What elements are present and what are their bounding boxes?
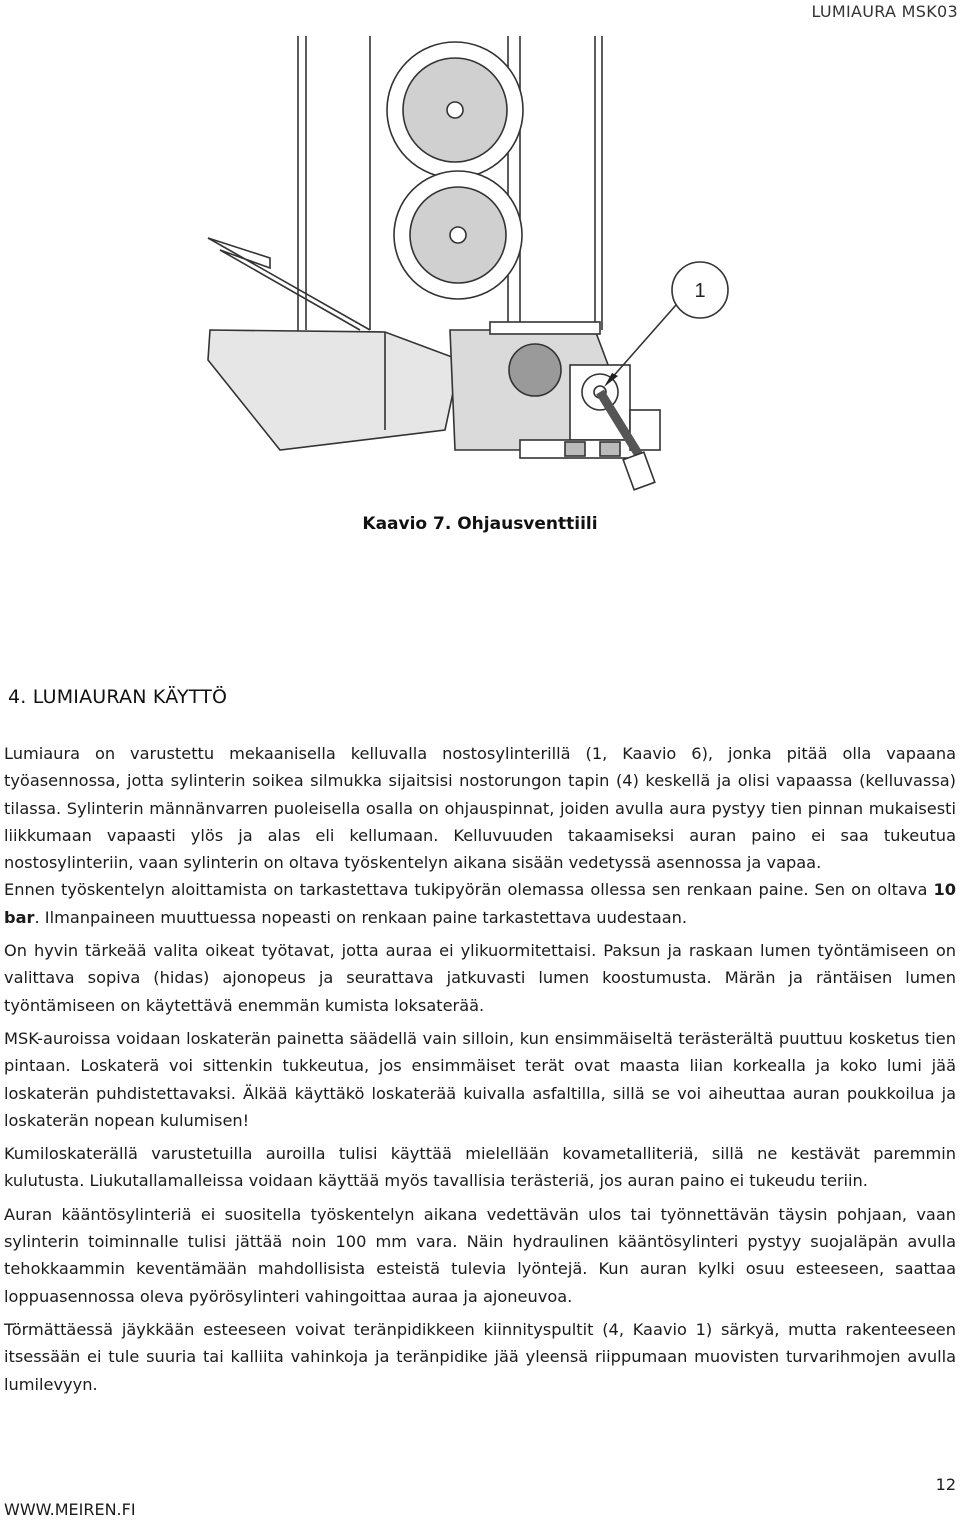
paragraph-slush-blade: MSK-auroissa voidaan loskaterän painetta säädellä vain silloin, kun ensimmäiseltä terästerältä puuttuu kosketus tien pintaan. Loskaterä voi sittenkin tukkeutua, jos ensimmäiset terät ovat maasta liian korkealla ja koko lumi jää loskaterän puhdistettavaksi. Älkää käyttäkö loskaterää kuivalla asfaltilla, sillä se voi aiheuttaa auran poukkoilua ja loskaterän nopean kulumisen!: [4, 1028, 956, 1130]
body-text: [4, 740, 956, 1404]
tire-pressure-text-end: . Ilmanpaineen muuttuessa nopeasti on renkaan paine tarkastettava uudestaan.: [34, 907, 688, 927]
website-link[interactable]: WWW.MEIREN.FI: [4, 1500, 136, 1519]
paragraph-tire-pressure: [4, 876, 956, 931]
control-valve-figure: [190, 30, 750, 500]
document-header: LUMIAURA MSK03: [811, 2, 958, 21]
callout-number: 1: [694, 280, 706, 302]
figure-caption: Kaavio 7. Ohjausventtiili: [362, 514, 598, 534]
section-heading: 4. LUMIAURAN KÄYTTÖ: [8, 686, 228, 708]
control-valve-drawing: [190, 30, 750, 500]
paragraph-float-cylinder: Lumiaura on varustettu mekaanisella kelluvalla nostosylinterillä (1, Kaavio 6), jonka pitää olla vapaana työasennossa, jotta sylinterin soikea silmukka sijaitsisi nostorungon tapin (4) keskellä ja olisi vapaassa (kelluvassa) tilassa. Sylinterin männänvarren puoleisella osalla on ohjauspinnat, joiden avulla aura pystyy tien pinnan mukaisesti liikkumaan vapaasti ylös ja alas eli kellumaan. Kelluvuuden takaamiseksi auran paino ei saa tukeutua nostosylinteriin, vaan sylinterin on oltava työskentelyn aikana sisään vedetyssä asennossa ja vapaa.: [4, 744, 956, 873]
paragraph-working-methods: On hyvin tärkeää valita oikeat työtavat, jotta auraa ei ylikuormitettaisi. Paksun ja raskaan lumen työntämiseen on valittava sopiva (hidas) ajonopeus ja seurattava jatkuvasti lumen koostumusta. Märän ja räntäisen lumen työntämiseen on käytettävä enemmän kumista loksaterää.: [4, 941, 956, 1015]
paragraph-obstacle-impact: Törmättäessä jäykkään esteeseen voivat teränpidikkeen kiinnityspultit (4, Kaavio 1) särkyä, mutta rakenteeseen itsessään ei tule suuria tai kalliita vahinkoja ja teränpidike jää yleensä riippumaan muovisten turvarihmojen avulla lumilevyyn.: [4, 1319, 956, 1394]
paragraph-rubber-blade: Kumiloskaterällä varustetuilla auroilla tulisi käyttää mielellään kovametalliteriä, sillä ne kestävät paremmin kulutusta. Liukutallamalleissa voidaan käyttää myös tavallisia terästeriä, jos auran paino ei tukeudu teriin.: [4, 1144, 956, 1191]
page-number: 12: [935, 1475, 956, 1494]
paragraph-turning-cylinder: Auran kääntösylinteriä ei suositella työskentelyn aikana vedettävän ulos tai työnnettävän täysin pohjaan, vaan sylinterin toiminnalle tulisi jättää noin 100 mm vara. Näin hydraulinen kääntösylinteri pystyy suojaläpän avulla tehokkaammin keventämään mahdollisista esteistä tulevia lyöntejä. Kun auran kylki osuu esteeseen, saattaa loppuasennossa oleva pyörösylinteri vahingoittaa auraa ja ajoneuvoa.: [4, 1204, 956, 1306]
tire-pressure-value: 10 bar: [4, 880, 956, 927]
tire-pressure-text-start: Ennen työskentelyn aloittamista on tarkastettava tukipyörän olemassa ollessa sen renkaan paine. Sen on oltava: [4, 880, 934, 900]
